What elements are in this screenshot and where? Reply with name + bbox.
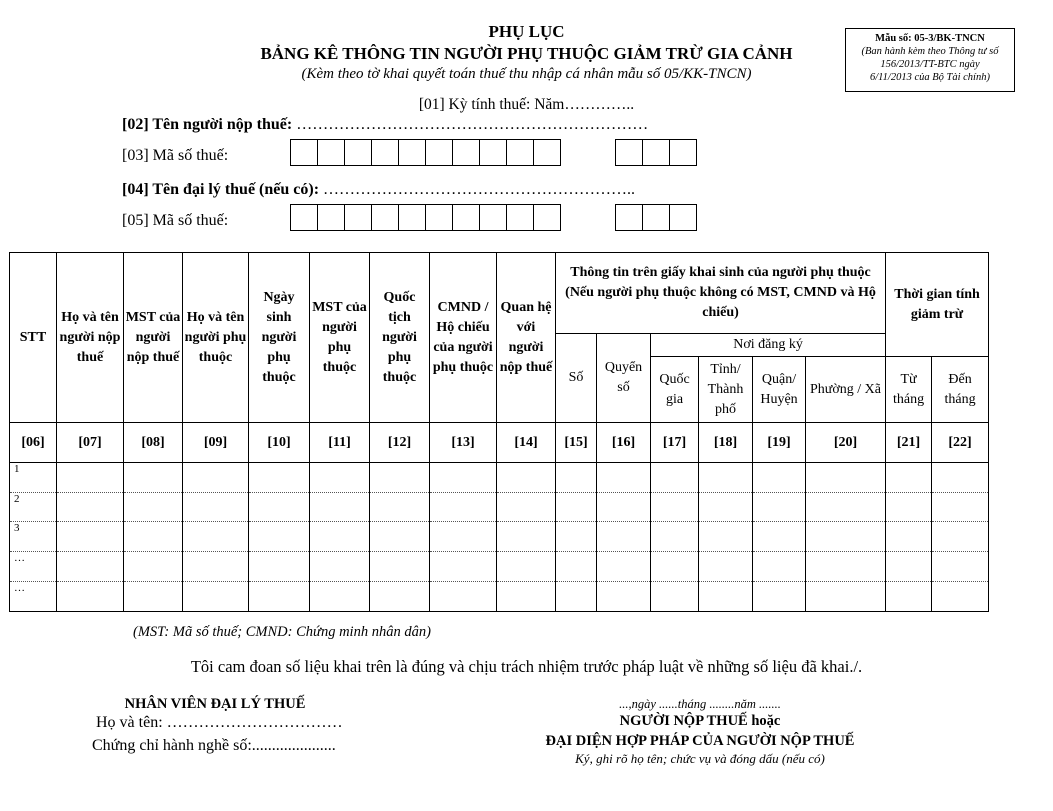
table-cell[interactable]	[183, 522, 249, 552]
header-registration-place: Nơi đăng ký	[651, 333, 886, 356]
table-cell[interactable]	[430, 552, 497, 582]
tin-cell[interactable]	[452, 204, 480, 231]
header-dependent-tin: MST của người phụ thuộc	[310, 253, 370, 423]
form-title: BẢNG KÊ THÔNG TIN NGƯỜI PHỤ THUỘC GIẢM TRỪ GIA CẢNH	[260, 44, 793, 63]
table-cell[interactable]	[57, 552, 124, 582]
table-cell[interactable]	[370, 582, 430, 612]
tin-cell[interactable]	[425, 139, 453, 166]
form-circular-line2: 156/2013/TT-BTC ngày	[880, 59, 980, 70]
table-cell[interactable]	[430, 582, 497, 612]
table-cell[interactable]	[886, 522, 932, 552]
dependents-table	[9, 252, 989, 612]
row-number: …	[10, 582, 57, 612]
column-number: [15]	[556, 423, 597, 462]
table-cell[interactable]	[597, 522, 651, 552]
table-cell[interactable]	[370, 522, 430, 552]
table-cell[interactable]	[310, 552, 370, 582]
agent-tin-cells[interactable]	[291, 204, 561, 231]
table-cell[interactable]	[430, 462, 497, 492]
header-ward: Phường / Xã	[806, 357, 886, 423]
table-cell[interactable]	[124, 582, 183, 612]
taxpayer-name-row	[122, 116, 648, 134]
table-cell[interactable]	[753, 552, 806, 582]
table-cell[interactable]	[124, 492, 183, 522]
header-birth-certificate-group	[556, 253, 886, 334]
signer-title-1: NGƯỜI NỘP THUẾ hoặc	[619, 713, 781, 729]
table-cell[interactable]	[753, 492, 806, 522]
header-stt: STT	[10, 253, 57, 423]
table-cell[interactable]	[183, 582, 249, 612]
table-cell[interactable]	[556, 552, 597, 582]
header-birth-number: Số	[556, 333, 597, 422]
agent-staff-name[interactable]: Họ và tên: ……………………………	[96, 714, 343, 731]
table-cell[interactable]	[556, 522, 597, 552]
form-circular-line1: (Ban hành kèm theo Thông tư số	[861, 46, 999, 57]
table-cell[interactable]	[370, 462, 430, 492]
header-district: Quận/ Huyện	[753, 357, 806, 423]
tin-cell[interactable]	[398, 204, 426, 231]
tin-cell[interactable]	[371, 139, 399, 166]
tin-cell[interactable]	[669, 204, 697, 231]
signature-instruction: Ký, ghi rõ họ tên; chức vụ và đóng dấu (nếu có)	[575, 751, 825, 766]
table-cell[interactable]	[932, 582, 989, 612]
column-number: [16]	[597, 423, 651, 462]
table-cell[interactable]	[886, 582, 932, 612]
header-province: Tỉnh/ Thành phố	[699, 357, 753, 423]
taxpayer-tin-branch-cells[interactable]	[616, 139, 697, 166]
table-cell[interactable]	[249, 492, 310, 522]
tin-cell[interactable]	[290, 139, 318, 166]
tin-cell[interactable]	[479, 204, 507, 231]
column-number: [10]	[249, 423, 310, 462]
form-circular-line3: 6/11/2013 của Bộ Tài chính)	[870, 72, 990, 83]
table-row	[10, 582, 989, 612]
table-cell[interactable]	[753, 522, 806, 552]
table-cell[interactable]	[597, 462, 651, 492]
table-cell[interactable]	[699, 492, 753, 522]
table-cell[interactable]	[249, 552, 310, 582]
column-number: [06]	[10, 423, 57, 462]
tin-cell[interactable]	[344, 139, 372, 166]
table-cell[interactable]	[806, 552, 886, 582]
agent-tin-branch-cells[interactable]	[616, 204, 697, 231]
table-cell[interactable]	[753, 582, 806, 612]
table-cell[interactable]	[699, 552, 753, 582]
tin-cell[interactable]	[533, 139, 561, 166]
table-cell[interactable]	[497, 462, 556, 492]
column-number: [08]	[124, 423, 183, 462]
row-number: 3	[10, 522, 57, 552]
agent-certificate-number[interactable]: Chứng chỉ hành nghề số:.....................	[92, 737, 336, 754]
column-number: [22]	[932, 423, 989, 462]
agent-name-label: [04] Tên đại lý thuế (nếu có):	[122, 181, 320, 198]
table-cell[interactable]	[699, 522, 753, 552]
tin-cell[interactable]	[642, 204, 670, 231]
table-cell[interactable]	[932, 552, 989, 582]
column-number: [20]	[806, 423, 886, 462]
row-number: …	[10, 552, 57, 582]
table-cell[interactable]	[932, 492, 989, 522]
table-cell[interactable]	[124, 462, 183, 492]
agent-name-row	[122, 181, 635, 199]
table-row	[10, 522, 989, 552]
tin-cell[interactable]	[533, 204, 561, 231]
table-cell[interactable]	[310, 522, 370, 552]
tin-cell[interactable]	[479, 139, 507, 166]
tin-cell[interactable]	[290, 204, 318, 231]
table-cell[interactable]	[597, 492, 651, 522]
column-number: [19]	[753, 423, 806, 462]
tin-cell[interactable]	[371, 204, 399, 231]
header-dependent-name: Họ và tên người phụ thuộc	[183, 253, 249, 423]
table-cell[interactable]	[310, 582, 370, 612]
header-to-month: Đến tháng	[932, 357, 989, 423]
table-cell[interactable]	[57, 522, 124, 552]
tin-cell[interactable]	[506, 204, 534, 231]
column-number: [18]	[699, 423, 753, 462]
table-cell[interactable]	[183, 462, 249, 492]
table-cell[interactable]	[497, 522, 556, 552]
appendix-title: PHỤ LỤC	[488, 22, 565, 41]
table-cell[interactable]	[806, 492, 886, 522]
signer-title-2: ĐẠI DIỆN HỢP PHÁP CỦA NGƯỜI NỘP THUẾ	[545, 733, 855, 749]
header-taxpayer-name: Họ và tên người nộp thuế	[57, 253, 124, 423]
tin-cell[interactable]	[317, 204, 345, 231]
column-number: [14]	[497, 423, 556, 462]
table-cell[interactable]	[183, 552, 249, 582]
table-cell[interactable]	[651, 462, 699, 492]
table-cell[interactable]	[430, 522, 497, 552]
table-cell[interactable]	[310, 492, 370, 522]
table-cell[interactable]	[556, 462, 597, 492]
tin-cell[interactable]	[615, 139, 643, 166]
tin-cell[interactable]	[669, 139, 697, 166]
table-row	[10, 492, 989, 522]
agent-staff-title: NHÂN VIÊN ĐẠI LÝ THUẾ	[124, 696, 306, 712]
declaration-text: Tôi cam đoan số liệu khai trên là đúng và chịu trách nhiệm trước pháp luật về những số liệu đã khai./.	[190, 657, 863, 676]
taxpayer-name-field[interactable]: …………………………………………………………	[296, 116, 649, 133]
table-row	[10, 462, 989, 492]
taxpayer-tin-label: [03] Mã số thuế:	[122, 147, 229, 164]
table-cell[interactable]	[886, 552, 932, 582]
table-cell[interactable]	[886, 462, 932, 492]
table-cell[interactable]	[806, 522, 886, 552]
table-cell[interactable]	[886, 492, 932, 522]
form-number-box	[845, 28, 1015, 92]
table-cell[interactable]	[183, 492, 249, 522]
table-cell[interactable]	[310, 462, 370, 492]
tin-cell[interactable]	[452, 139, 480, 166]
table-cell[interactable]	[806, 462, 886, 492]
column-number: [21]	[886, 423, 932, 462]
agent-name-field[interactable]: …………………………………………………..	[323, 181, 636, 198]
tax-period[interactable]: [01] Kỳ tính thuế: Năm…………..	[418, 96, 635, 113]
table-cell[interactable]	[497, 552, 556, 582]
tin-cell[interactable]	[615, 204, 643, 231]
header-birth-book: Quyển số	[597, 333, 651, 422]
table-cell[interactable]	[124, 522, 183, 552]
table-cell[interactable]	[249, 522, 310, 552]
table-cell[interactable]	[651, 552, 699, 582]
column-number: [17]	[651, 423, 699, 462]
header-dependent-id: CMND / Hộ chiếu của người phụ thuộc	[430, 253, 497, 423]
table-cell[interactable]	[497, 492, 556, 522]
table-cell[interactable]	[556, 492, 597, 522]
table-cell[interactable]	[651, 492, 699, 522]
header-dependent-nationality: Quốc tịch người phụ thuộc	[370, 253, 430, 423]
table-cell[interactable]	[57, 582, 124, 612]
tin-cell[interactable]	[398, 139, 426, 166]
table-cell[interactable]	[806, 582, 886, 612]
tin-cell[interactable]	[642, 139, 670, 166]
tin-cell[interactable]	[425, 204, 453, 231]
taxpayer-name-label: [02] Tên người nộp thuế:	[122, 116, 293, 133]
table-cell[interactable]	[651, 582, 699, 612]
taxpayer-tin-cells[interactable]	[291, 139, 561, 166]
column-number: [09]	[183, 423, 249, 462]
table-cell[interactable]	[370, 552, 430, 582]
signature-date[interactable]: ...,ngày ......tháng ........năm .......	[619, 697, 781, 711]
table-cell[interactable]	[753, 462, 806, 492]
header-taxpayer-tin: MST của người nộp thuế	[124, 253, 183, 423]
table-row	[10, 552, 989, 582]
header-relationship: Quan hệ với người nộp thuế	[497, 253, 556, 423]
form-subtitle: (Kèm theo tờ khai quyết toán thuế thu nhập cá nhân mẫu số 05/KK-TNCN)	[301, 66, 752, 82]
table-cell[interactable]	[124, 552, 183, 582]
birth-group-note: (Nếu người phụ thuộc không có MST, CMND và Hộ chiếu)	[565, 284, 876, 320]
tin-cell[interactable]	[344, 204, 372, 231]
tin-cell[interactable]	[317, 139, 345, 166]
table-cell[interactable]	[430, 492, 497, 522]
form-number: Mẫu số: 05-3/BK-TNCN	[875, 33, 985, 44]
table-cell[interactable]	[556, 582, 597, 612]
table-cell[interactable]	[497, 582, 556, 612]
column-number: [12]	[370, 423, 430, 462]
table-cell[interactable]	[249, 462, 310, 492]
table-cell[interactable]	[249, 582, 310, 612]
header-dependent-dob: Ngày sinh người phụ thuộc	[249, 253, 310, 423]
table-cell[interactable]	[57, 462, 124, 492]
column-number: [11]	[310, 423, 370, 462]
table-cell[interactable]	[699, 582, 753, 612]
agent-tin-label: [05] Mã số thuế:	[122, 212, 229, 229]
header-from-month: Từ tháng	[886, 357, 932, 423]
birth-group-title: Thông tin trên giấy khai sinh của người phụ thuộc	[570, 264, 871, 280]
table-cell[interactable]	[651, 522, 699, 552]
column-number: [13]	[430, 423, 497, 462]
table-cell[interactable]	[699, 462, 753, 492]
row-number: 2	[10, 492, 57, 522]
table-cell[interactable]	[597, 582, 651, 612]
row-number: 1	[10, 462, 57, 492]
header-deduction-period: Thời gian tính giảm trừ	[886, 253, 989, 357]
table-cell[interactable]	[932, 462, 989, 492]
table-cell[interactable]	[597, 552, 651, 582]
column-number: [07]	[57, 423, 124, 462]
table-cell[interactable]	[370, 492, 430, 522]
table-cell[interactable]	[932, 522, 989, 552]
table-cell[interactable]	[57, 492, 124, 522]
abbreviation-note: (MST: Mã số thuế; CMND: Chứng minh nhân dân)	[133, 624, 431, 640]
header-country: Quốc gia	[651, 357, 699, 423]
tin-cell[interactable]	[506, 139, 534, 166]
